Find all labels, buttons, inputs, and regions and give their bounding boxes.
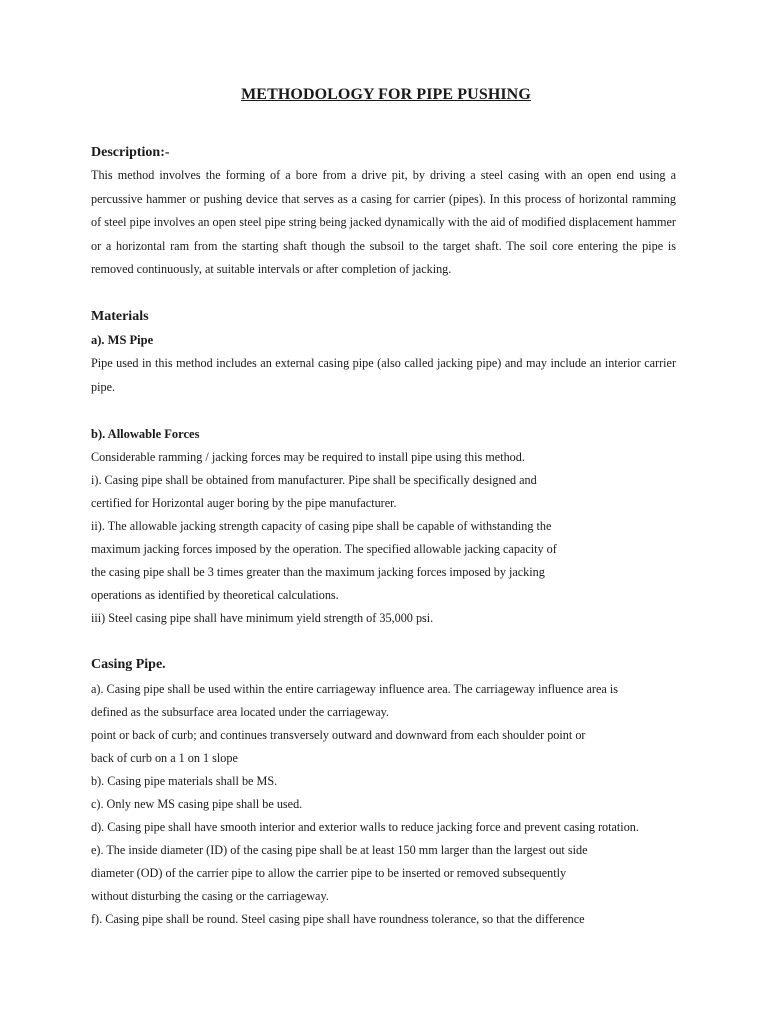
page-title: METHODOLOGY FOR PIPE PUSHING bbox=[241, 86, 531, 103]
materials-heading: Materials bbox=[91, 309, 149, 324]
ms-pipe-paragraph: Pipe used in this method includes an external casing pipe (also called jacking pipe) and may include an interior carrier pipe. bbox=[91, 356, 676, 394]
casing-pipe-line: a). Casing pipe shall be used within the entire carriageway influence area. The carriageway influence area is bbox=[91, 682, 618, 696]
allowable-forces-line: Considerable ramming / jacking forces may be required to install pipe using this method. bbox=[91, 450, 525, 464]
allowable-forces-line: i). Casing pipe shall be obtained from manufacturer. Pipe shall be specifically designed and bbox=[91, 473, 537, 487]
allowable-forces-heading: b). Allowable Forces bbox=[91, 427, 200, 441]
casing-pipe-line: diameter (OD) of the carrier pipe to allow the carrier pipe to be inserted or removed subsequently bbox=[91, 866, 567, 880]
casing-pipe-line: back of curb on a 1 on 1 slope bbox=[91, 751, 238, 765]
description-heading: Description:- bbox=[91, 145, 170, 160]
casing-pipe-line: defined as the subsurface area located under the carriageway. bbox=[91, 705, 389, 719]
ms-pipe-heading: a). MS Pipe bbox=[91, 333, 154, 347]
casing-pipe-line: c). Only new MS casing pipe shall be used. bbox=[91, 797, 303, 811]
allowable-forces-line: the casing pipe shall be 3 times greater than the maximum jacking forces imposed by jacking bbox=[91, 565, 545, 579]
allowable-forces-line: ii). The allowable jacking strength capacity of casing pipe shall be capable of withstanding the bbox=[91, 519, 552, 533]
casing-pipe-line: b). Casing pipe materials shall be MS. bbox=[91, 774, 278, 788]
casing-pipe-line: point or back of curb; and continues transversely outward and downward from each shoulder point or bbox=[91, 728, 586, 742]
allowable-forces-line: iii) Steel casing pipe shall have minimum yield strength of 35,000 psi. bbox=[91, 611, 434, 625]
casing-pipe-heading: Casing Pipe. bbox=[91, 657, 166, 672]
casing-pipe-line: e). The inside diameter (ID) of the casing pipe shall be at least 150 mm larger than the largest out side bbox=[91, 843, 588, 857]
description-paragraph: This method involves the forming of a bore from a drive pit, by driving a steel casing with an open end using a percussive hammer or pushing device that serves as a casing for carrier (pipes). In this process of horizontal ramming of steel pipe involves an open steel pipe string being jacked dynamically with the aid of modified displacement hammer or a horizontal ram from the starting shaft though the subsoil to the target shaft. The soil core entering the pipe is removed continuously, at suitable intervals or after completion of jacking. bbox=[91, 168, 676, 276]
casing-pipe-line: without disturbing the casing or the carriageway. bbox=[91, 889, 329, 903]
allowable-forces-line: certified for Horizontal auger boring by the pipe manufacturer. bbox=[91, 496, 397, 510]
allowable-forces-line: maximum jacking forces imposed by the operation. The specified allowable jacking capacity of bbox=[91, 542, 557, 556]
allowable-forces-line: operations as identified by theoretical calculations. bbox=[91, 588, 339, 602]
casing-pipe-line: f). Casing pipe shall be round. Steel casing pipe shall have roundness tolerance, so that the difference bbox=[91, 912, 585, 926]
casing-pipe-line: d). Casing pipe shall have smooth interior and exterior walls to reduce jacking force and prevent casing rotation. bbox=[91, 820, 639, 834]
